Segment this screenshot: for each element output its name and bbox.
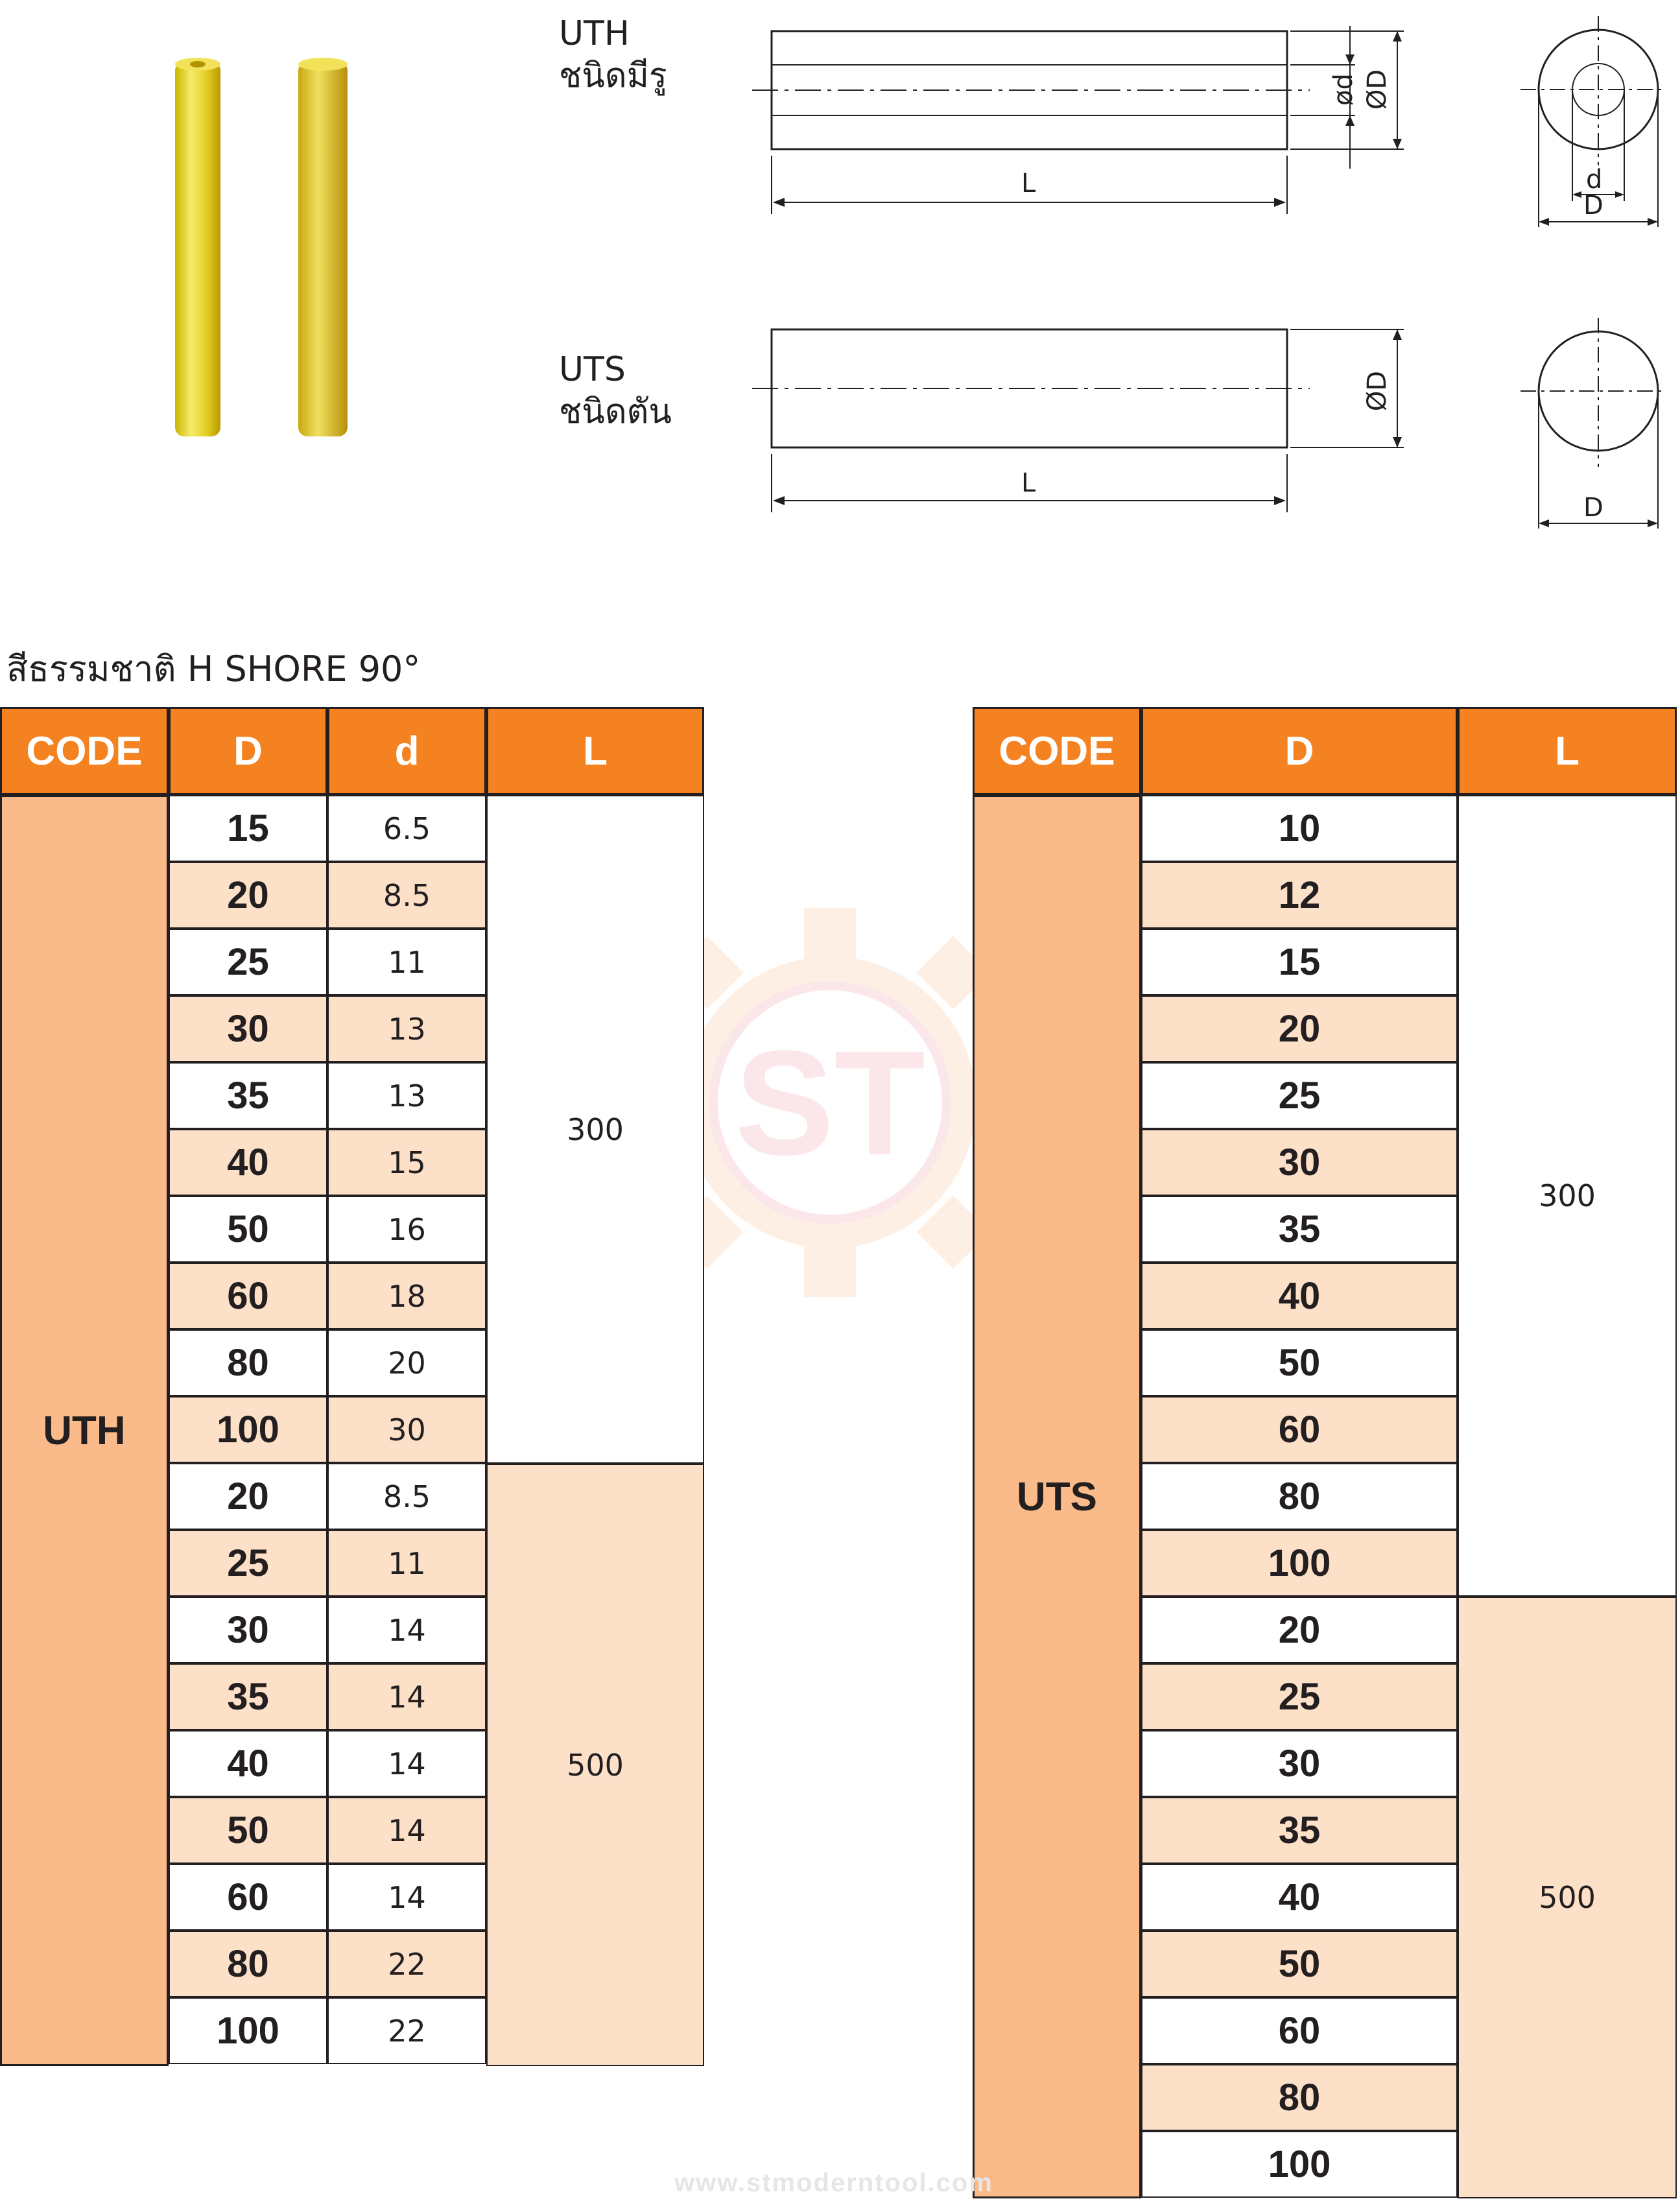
uts-od-dim-label: ØD	[1362, 370, 1392, 412]
product-photo	[162, 55, 370, 444]
uth-row-1-d: 8.5	[327, 862, 486, 929]
uth-row-11-D: 25	[169, 1530, 327, 1597]
uth-row-8-d: 20	[327, 1329, 486, 1396]
uth-row-0-D: 15	[169, 795, 327, 862]
uth-od-dim-label: ØD	[1362, 69, 1392, 110]
uth-row-10-D: 20	[169, 1463, 327, 1530]
uth-length-label: L	[1021, 169, 1036, 198]
uth-code-cell: UTH	[0, 795, 169, 2066]
uth-end-d-label: d	[1586, 165, 1603, 195]
uth-row-16-d: 14	[327, 1864, 486, 1931]
uth-header-D: D	[169, 707, 327, 795]
uth-row-13-D: 35	[169, 1663, 327, 1730]
footer-url: www.stmoderntool.com	[674, 2169, 993, 2197]
uth-row-12-D: 30	[169, 1597, 327, 1663]
uts-row-13-D: 25	[1141, 1663, 1458, 1730]
uth-row-9-D: 100	[169, 1396, 327, 1463]
uth-row-0-d: 6.5	[327, 795, 486, 862]
rod-solid	[298, 58, 348, 436]
rod-hollow	[175, 58, 220, 436]
uth-row-10-d: 8.5	[327, 1463, 486, 1530]
spec-title: สีธรรมชาติ H SHORE 90°	[6, 648, 421, 689]
uts-row-11-D: 100	[1141, 1530, 1458, 1597]
uth-side-view	[746, 19, 1426, 227]
uts-row-4-D: 25	[1141, 1062, 1458, 1129]
uts-row-6-D: 35	[1141, 1196, 1458, 1263]
uts-length-label: L	[1021, 468, 1036, 498]
uth-row-15-D: 50	[169, 1797, 327, 1864]
uth-desc-label: ชนิดมีรู	[559, 56, 667, 95]
uth-row-14-D: 40	[169, 1730, 327, 1797]
uth-row-6-d: 16	[327, 1196, 486, 1263]
uts-side-view	[746, 318, 1426, 525]
uth-header-code: CODE	[0, 707, 169, 795]
uth-row-17-d: 22	[327, 1931, 486, 1997]
uts-L-group-500: 500	[1458, 1597, 1677, 2198]
uth-row-12-d: 14	[327, 1597, 486, 1663]
uts-row-20-D: 100	[1141, 2131, 1458, 2198]
uth-row-15-d: 14	[327, 1797, 486, 1864]
uts-row-8-D: 50	[1141, 1329, 1458, 1396]
uth-row-11-d: 11	[327, 1530, 486, 1597]
uth-row-14-d: 14	[327, 1730, 486, 1797]
uth-header-L: L	[486, 707, 704, 795]
uts-table	[973, 707, 1677, 2198]
uth-row-7-D: 60	[169, 1263, 327, 1329]
uth-header-d: d	[327, 707, 486, 795]
uts-code-label: UTS	[559, 350, 626, 389]
uth-row-7-d: 18	[327, 1263, 486, 1329]
uth-row-2-d: 11	[327, 929, 486, 995]
uth-code-label: UTH	[559, 14, 630, 53]
uts-row-1-D: 12	[1141, 862, 1458, 929]
uts-header-D: D	[1141, 707, 1458, 795]
uth-row-4-d: 13	[327, 1062, 486, 1129]
uth-row-3-D: 30	[169, 995, 327, 1062]
uts-row-12-D: 20	[1141, 1597, 1458, 1663]
uts-row-0-D: 10	[1141, 795, 1458, 862]
uts-row-18-D: 60	[1141, 1997, 1458, 2064]
uth-row-18-D: 100	[169, 1997, 327, 2064]
uth-row-9-d: 30	[327, 1396, 486, 1463]
uth-id-dim-label: ød	[1329, 73, 1358, 106]
uth-row-18-d: 22	[327, 1997, 486, 2064]
watermark-text: ST	[735, 1019, 925, 1186]
uts-row-5-D: 30	[1141, 1129, 1458, 1196]
uth-row-16-D: 60	[169, 1864, 327, 1931]
uth-end-D-label: D	[1583, 191, 1603, 220]
uth-row-2-D: 25	[169, 929, 327, 995]
uts-desc-label: ชนิดตัน	[559, 392, 672, 431]
uth-table	[0, 707, 704, 2066]
uts-row-16-D: 40	[1141, 1864, 1458, 1931]
uts-header-code: CODE	[973, 707, 1141, 795]
uth-row-5-d: 15	[327, 1129, 486, 1196]
uth-row-8-D: 80	[169, 1329, 327, 1396]
uts-row-10-D: 80	[1141, 1463, 1458, 1530]
uts-code-cell: UTS	[973, 795, 1141, 2198]
uth-row-5-D: 40	[169, 1129, 327, 1196]
uts-row-19-D: 80	[1141, 2064, 1458, 2131]
uth-row-4-D: 35	[169, 1062, 327, 1129]
uts-row-17-D: 50	[1141, 1931, 1458, 1997]
uth-row-3-d: 13	[327, 995, 486, 1062]
uts-row-3-D: 20	[1141, 995, 1458, 1062]
uts-header-L: L	[1458, 707, 1677, 795]
uts-L-group-300: 300	[1458, 795, 1677, 1597]
uth-row-6-D: 50	[169, 1196, 327, 1263]
uth-row-17-D: 80	[169, 1931, 327, 1997]
uts-row-9-D: 60	[1141, 1396, 1458, 1463]
uth-row-1-D: 20	[169, 862, 327, 929]
uts-row-15-D: 35	[1141, 1797, 1458, 1864]
uts-end-D-label: D	[1583, 493, 1603, 523]
uth-L-group-500: 500	[486, 1464, 704, 2066]
uts-row-2-D: 15	[1141, 929, 1458, 995]
uth-L-group-300: 300	[486, 795, 704, 1464]
uth-row-13-d: 14	[327, 1663, 486, 1730]
uts-row-14-D: 30	[1141, 1730, 1458, 1797]
uts-row-7-D: 40	[1141, 1263, 1458, 1329]
